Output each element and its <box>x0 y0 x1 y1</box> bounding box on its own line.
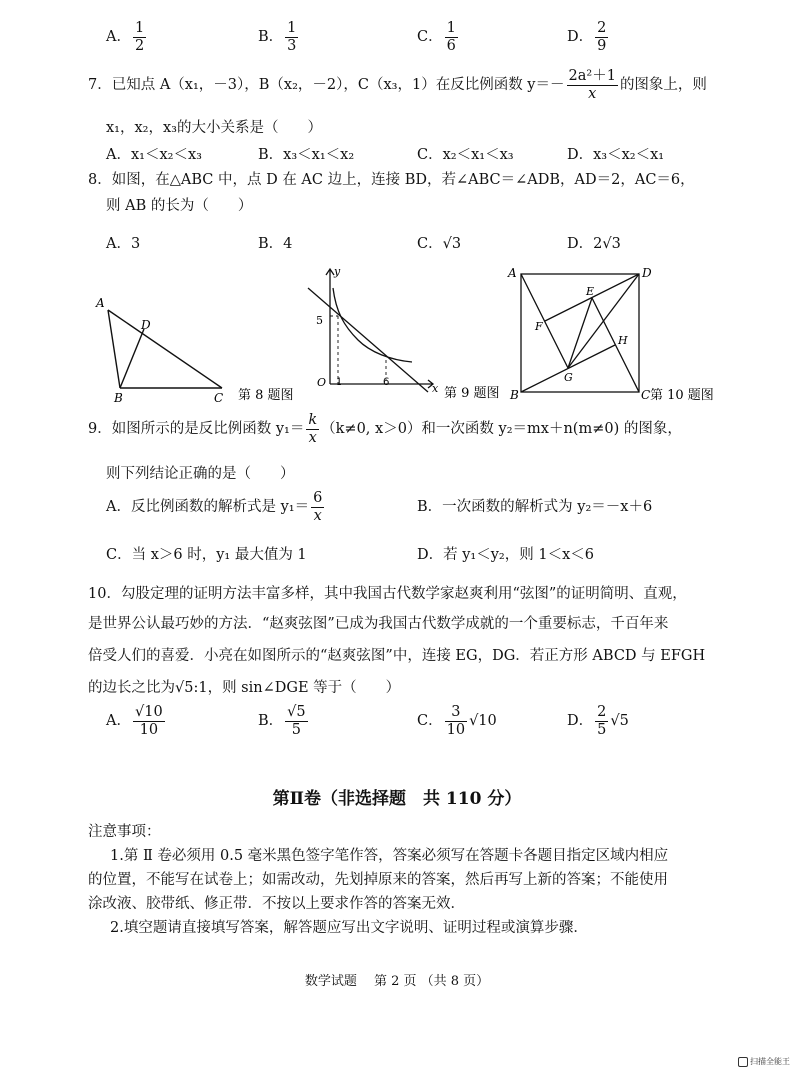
q10-line-3: 倍受人们的喜爱．小亮在如图所示的“赵爽弦图”中，连接 EG，DG．若正方形 ABCD 与 EFGH <box>88 648 706 664</box>
svg-text:y: y <box>334 265 341 278</box>
q9-option-d: D．若 y₁＜y₂，则 1＜x＜6 <box>417 547 594 563</box>
figure-8-triangle <box>92 292 302 404</box>
note-1-line-3: 涂改液、胶带纸、修正带．不按以上要求作答的答案无效． <box>88 896 465 912</box>
figure-10-zhao-shuang-diagram <box>504 268 724 404</box>
svg-text:1: 1 <box>336 377 343 388</box>
q10-option-b: B． $\frac{√5}{5}$ <box>258 704 306 738</box>
q6-option-a: A． $\frac{1}{2}$ <box>106 20 145 54</box>
note-2: 2.填空题请直接填写答案，解答题应写出文字说明、证明过程或演算步骤． <box>110 920 588 936</box>
q6-option-d: D． $\frac{2}{9}$ <box>567 20 607 54</box>
q9-option-c: C．当 x＞6 时，y₁ 最大值为 1 <box>106 547 307 563</box>
svg-text:B: B <box>114 391 123 404</box>
page-footer: 数学试题 第 2 页 （共 8 页） <box>304 974 490 989</box>
svg-text:F: F <box>535 320 543 333</box>
q9-option-b: B．一次函数的解析式为 y₂＝－x＋6 <box>417 499 653 515</box>
svg-text:D: D <box>642 268 652 280</box>
q7-option-a: A．x₁＜x₂＜x₃ <box>106 147 202 163</box>
svg-text:第 10 题图: 第 10 题图 <box>650 388 714 403</box>
q9-stem: 9．如图所示的是反比例函数 y₁＝ $\frac{k}{x}$ （k≠0, x＞0）和一次函数 y₂＝mx＋n(m≠0) 的图象， <box>88 412 682 446</box>
q7-option-c: C．x₂＜x₁＜x₃ <box>417 147 514 163</box>
figure-9-graph <box>306 264 516 404</box>
q10-option-a: A． $\frac{√10}{10}$ <box>106 704 163 738</box>
svg-text:E: E <box>586 285 595 298</box>
q8-stem-cont: 则 AB 的长为（ ） <box>106 198 253 214</box>
q9-option-a: A．反比例函数的解析式是 y₁＝ $\frac{6}{x}$ <box>106 490 323 524</box>
q8-option-b: B．4 <box>258 236 293 252</box>
q7-stem: 7．已知点 A（x₁，－3），B（x₂，－2），C（x₃，1）在反比例函数 y＝－ $\frac{\text{2a²＋1}}{x}$ 的图象上，则 <box>88 68 707 102</box>
q10-line-2: 是世界公认最巧妙的方法．“赵爽弦图”已成为我国古代数学成就的一个重要标志，千百年来 <box>88 616 669 632</box>
svg-text:O: O <box>317 376 327 389</box>
q10-option-d: D． $\frac{2}{5}$ √5 <box>567 704 629 738</box>
svg-text:第 9 题图: 第 9 题图 <box>444 386 500 401</box>
svg-text:C: C <box>641 388 651 402</box>
scanner-watermark: 扫描全能王 <box>738 1056 790 1067</box>
q10-line-1: 10．勾股定理的证明方法丰富多样，其中我国古代数学家赵爽利用“弦图”的证明简明、直观， <box>88 586 687 602</box>
svg-text:A: A <box>96 296 105 310</box>
q6-option-b: B． $\frac{1}{3}$ <box>258 20 297 54</box>
notes-title: 注意事项： <box>88 824 161 840</box>
q9-stem-cont: 则下列结论正确的是（ ） <box>106 466 295 482</box>
q8-option-d: D．2√3 <box>567 236 621 252</box>
section-title: 第Ⅱ卷（非选择题 共 110 分） <box>272 789 522 809</box>
q6-option-c: C． $\frac{1}{6}$ <box>417 20 456 54</box>
q8-option-a: A．3 <box>106 236 141 252</box>
note-1-line-2: 的位置，不能写在试卷上；如需改动，先划掉原来的答案，然后再写上新的答案；不能使用 <box>88 872 668 888</box>
q8-stem: 8．如图，在△ABC 中，点 D 在 AC 边上，连接 BD，若∠ABC＝∠ADB，AD＝2，AC＝6， <box>88 172 695 188</box>
svg-text:x: x <box>432 382 439 395</box>
svg-text:B: B <box>510 388 519 402</box>
svg-text:5: 5 <box>316 314 323 327</box>
svg-text:G: G <box>564 371 573 384</box>
q10-line-4: 的边长之比为√5:1，则 sin∠DGE 等于（ ） <box>88 680 401 696</box>
svg-text:C: C <box>214 391 224 404</box>
q8-option-c: C．√3 <box>417 236 462 252</box>
note-1-line-1: 1.第 Ⅱ 卷必须用 0.5 毫米黑色签字笔作答，答案必须写在答题卡各题目指定区域内相应 <box>110 848 669 864</box>
q7-stem-cont: x₁，x₂，x₃的大小关系是（ ） <box>106 120 322 136</box>
svg-text:H: H <box>618 334 628 347</box>
scanner-logo-icon <box>738 1057 748 1067</box>
svg-text:6: 6 <box>383 377 390 388</box>
q7-option-b: B．x₃＜x₁＜x₂ <box>258 147 355 163</box>
q10-option-c: C． $\frac{3}{10}$ √10 <box>417 704 497 738</box>
svg-text:A: A <box>508 268 517 280</box>
q7-option-d: D．x₃＜x₂＜x₁ <box>567 147 665 163</box>
svg-text:D: D <box>141 318 151 332</box>
svg-text:第 8 题图: 第 8 题图 <box>238 388 294 403</box>
